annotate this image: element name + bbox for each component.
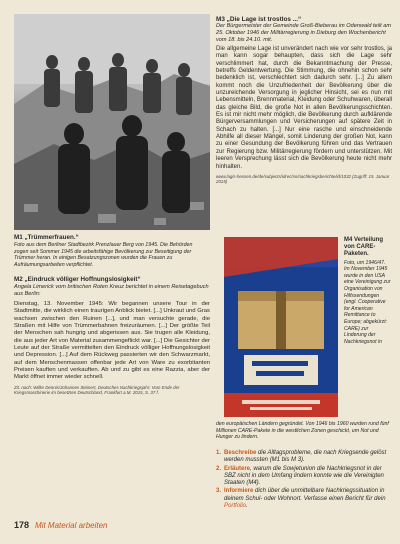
task-number: 3. (216, 488, 222, 495)
task-body: dich über die unmittelbare Nachkriegssituation in deinem Schul- oder Wohnort. Verfasse einen Bericht für dein (224, 488, 386, 502)
task-end: . (246, 503, 248, 510)
m3-subtitle: Der Bürgermeister der Gemeinde Groß-Bieberau im Odenwald teilt am 25. Oktober 1946 der Militärregierung in Dieburg den Wochenbericht vom 18. bis 24.10. mit. (216, 23, 392, 43)
m2-subtitle: Angela Limerick vom britischen Roten Kreuz berichtet in einem Reisetagebuch aus Berlin: (14, 284, 209, 297)
m1-title: M1 „Trümmerfrauen.“ (14, 234, 79, 241)
page-footer (14, 520, 108, 530)
m4-title: M4 Verteilung von CARE-Paketen. (344, 237, 384, 258)
page-number: 178 (14, 520, 30, 530)
task-text (224, 450, 392, 465)
task-body: die Alltagsprobleme, die nach Kriegsende gelöst werden mussten (M1 bis M 3). (224, 450, 387, 464)
task-text (224, 488, 392, 510)
portfolio-link[interactable]: Portfolio (224, 503, 247, 510)
m2-title: M2 „Eindruck völliger Hoffnungslosigkeit“ (14, 276, 141, 283)
task-list (216, 450, 392, 511)
m4-caption (344, 237, 392, 345)
m4-source (216, 237, 392, 418)
m1-caption (14, 234, 204, 268)
m2-text: Dienstag, 13. November 1945: Wir begannen unsere Tour in der Stadtmitte, die wirklich einen traurigen Anblick bietet. [...] Unkraut und Gras wachsen zwischen den Ruinen [...], und man versuchte gerade, die Straßen mit Hilfe von Trümmerbahnen freizuräumen. [...] Der größte Teil der Menschen sah hungrig und abgerissen aus. Sie trugen alle Kleidung, die aus jeder Art von Material zusammengeflickt war. [...] Die Gesichter der Leute auf der Straße vermittelten den Eindruck völliger Hoffnungslosigkeit und Depression. [...] Auf dem Rückweg passierten wir den Schwarzmarkt, auf dem Menschenmassen offenbar jede Art von Ware zu exorbitanten Preisen kauften und verkauften. Ab und zu gibt es eine Razzia, aber der Markt öffnet immer wieder schnell. (14, 301, 210, 381)
m4-caption-continued: den europäischen Ländern gegründet. Von 1946 bis 1960 wurden rund fünf Millionen CARE-Pakete in die westlichen Zonen geschickt, um Not und Hunger zu lindern. (216, 421, 389, 441)
m2-citation: Zit. nach: Wilke Dennis/Johannes Steinert, Deutsches Nachkriegsjahr: Vom Ende der Kriegsmaschinerie im besetzten Deutschland, Frankfurt a.M. 2015, S. 37 f. (14, 384, 180, 396)
task-body: , warum die Sowjetunion die Nachkriegsnot in der SBZ nicht in dem Umfang lindern konnte wie die Vereinigten Staaten (M4). (224, 465, 384, 487)
task-operator: Erläutere (224, 465, 251, 472)
m3-source (216, 16, 392, 185)
m4-caption-text: Foto, um 1946/47. Im November 1945 wurde in den USA eine Vereinigung zur Organisation von Hilfssendungen (engl. Cooperative for American Remittance to Europe; abgekürzt: CARE) zur Linderung der Nachkriegsnot in (344, 259, 391, 345)
task-text (224, 466, 392, 488)
m2-source (14, 276, 210, 396)
m3-citation[interactable]: www.lagis-hessen.de/de/subjects/idrec/sn/nachkriegsberichte/id/1032 (Zugriff: 15. Januar 2015) (216, 173, 390, 185)
section-label: Mit Material arbeiten (35, 521, 108, 530)
m3-title: M3 „Die Lage ist trostlos ...“ (216, 16, 302, 23)
photo-truemmerfrauen (14, 14, 210, 230)
task-item (216, 488, 392, 510)
task-operator: Informiere (224, 488, 254, 495)
m3-text: Die allgemeine Lage ist unverändert nach wie vor sehr trostlos, ja man kann sogar behaupten, dass sich die Lage sehr verschlimmert hat, durch die Bekanntmachung der Presse, betreffs Geldentwertung. Die Stimmung, die ohnehin schon sehr bedenklich ist, verschlechtert sich dadurch sehr. [...] Zu allem kommt noch die Unzufriedenheit der Bevölkerung über die unzureichende Versorgung in jeglicher Hinsicht, sei es nun mit Lebensmitteln, Brennmaterial, Kleidung oder Schuhwaren, überall das gleiche Bild, die große Not in allen Bevölkerungsschichten. Es ist mir nicht mehr möglich, die Bevölkerung durch aufklärende Bürgerversammlungen und Versicherungen auf spätere Zeit in Schach zu halten. [...] Nur eine rasche und einschneidende Abhilfe all dieser Mängel, somit Linderung der großen Not, kann zu einer Gesundung der Bevölkerung führen und das Vertrauen zur Regierung bzw. Militärregierung fördern und unterstützen. Mit leeren Versprechung lässt sich die Bevölkerung heute nicht mehr hinhalten. (216, 46, 392, 170)
task-number: 1. (216, 450, 222, 456)
task-number: 2. (216, 465, 222, 472)
task-item (216, 466, 392, 488)
task-item (216, 450, 392, 465)
m1-caption-text: Foto aus dem Berliner Stadtbezirk Prenzlauer Berg von 1945. Die Behörden zogen seit Sommer 1945 die arbeitsfähige Bevölkerung zur Beseitigung der Trümmer heran. In einigen Besatzungszonen wurden die Frauen zu Aufräumungsarbeiten verpflichtet. (14, 242, 193, 268)
care-poster (224, 237, 338, 417)
task-operator: Beschreibe (224, 450, 257, 456)
